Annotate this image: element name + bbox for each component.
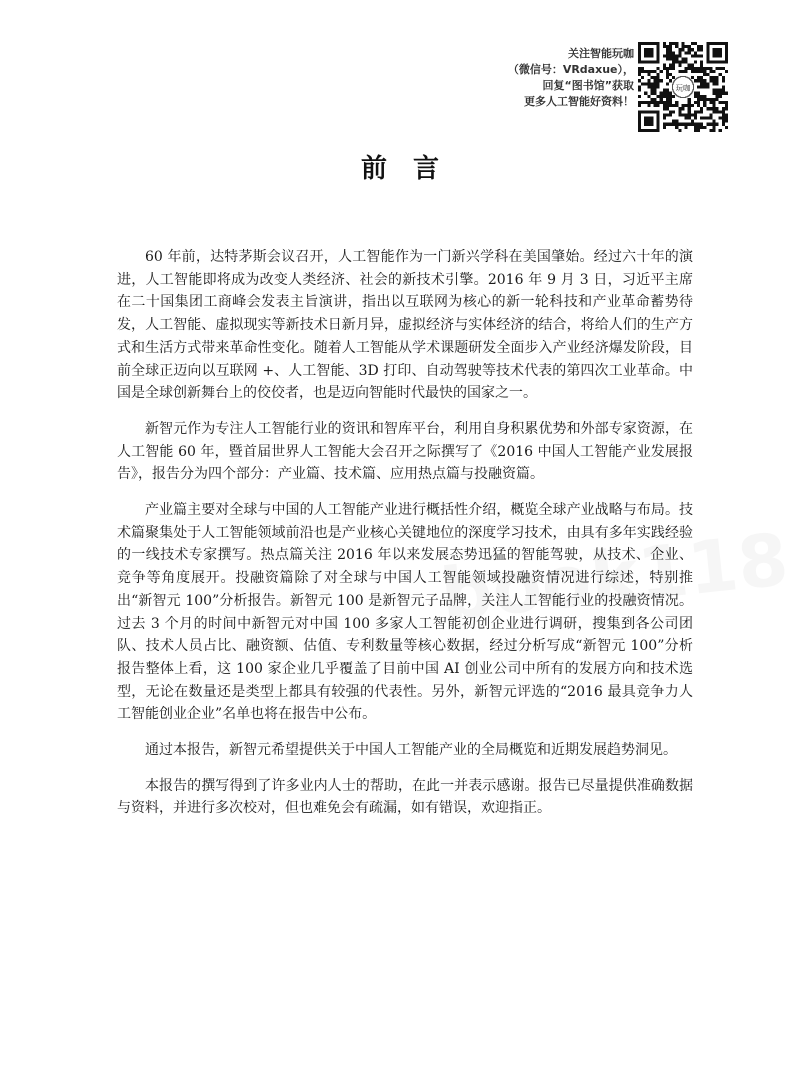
promo-text (500, 46, 634, 110)
promo-line: （微信号：VRdaxue）， (507, 63, 634, 76)
page-title: 前言 (360, 154, 465, 184)
promo-line: 关注智能玩咖 (568, 47, 634, 60)
paragraph: 通过本报告，新智元希望提供关于中国人工智能产业的全局概览和近期发展趋势洞见。 (145, 742, 677, 759)
promo-line: 更多人工智能好资料！ (524, 95, 634, 108)
qr-seal-text: 玩咖 (675, 83, 691, 93)
promo-line: 回复“图书馆”获取 (542, 79, 634, 92)
qr-code-icon (638, 42, 728, 132)
paragraph: 60 年前，达特茅斯会议召开，人工智能作为一门新兴学科在美国肇始。经过六十年的演进，人工智能即将成为改变人类经济、社会的新技术引擎。2016 年 9 月 3 日，习近平主席在二十国集团工商峰会发表主旨演讲，指出以互联网为核心的新一轮科技和产业革命蓄势待发，人工智能、虚拟现实等新技术日新月异，虚拟经济与实体经济的结合，将给人们的生产方式和生活方式带来革命性变化。随着人工智能从学术课题研发全面步入产业经济爆发阶段，目前全球正迈向以互联网 +、人工智能、3D 打印、自动驾驶等技术代表的第四次工业革命。中国是全球创新舞台上的佼佼者，也是迈向智能时代最快的国家之一。 (117, 249, 693, 402)
preface-body (117, 246, 693, 833)
paragraph: 产业篇主要对全球与中国的人工智能产业进行概括性介绍，概览全球产业战略与布局。技术篇聚集处于人工智能领域前沿也是产业核心关键地位的深度学习技术，由具有多年实践经验的一线技术专家撰写。热点篇关注 2016 年以来发展态势迅猛的智能驾驶，从技术、企业、竞争等角度展开。投融资篇除了对全球与中国人工智能领域投融资情况进行综述，特别推出“新智元 100”分析报告。新智元 100 是新智元子品牌，关注人工智能行业的投融资情况。过去 3 个月的时间中新智元对中国 100 多家人工智能初创企业进行调研，搜集到各公司团队、技术人员占比、融资额、估值、专利数量等核心数据，经过分析写成“新智元 100”分析报告整体上看，这 100 家企业几乎覆盖了目前中国 AI 创业公司中所有的发展方向和技术选型，无论在数量还是类型上都具有较强的代表性。另外，新智元评选的“2016 最具竞争力人工智能创业企业”名单也将在报告中公布。 (117, 502, 693, 723)
paragraph: 新智元作为专注人工智能行业的资讯和智库平台，利用自身积累优势和外部专家资源，在人工智能 60 年，暨首届世界人工智能大会召开之际撰写了《2016 中国人工智能产业发展报告》，报告分为四个部分：产业篇、技术篇、应用热点篇与投融资篇。 (117, 420, 693, 483)
paragraph: 本报告的撰写得到了许多业内人士的帮助，在此一并表示感谢。报告已尽量提供准确数据与资料，并进行多次校对，但也难免会有疏漏，如有错误，欢迎指正。 (117, 777, 693, 817)
